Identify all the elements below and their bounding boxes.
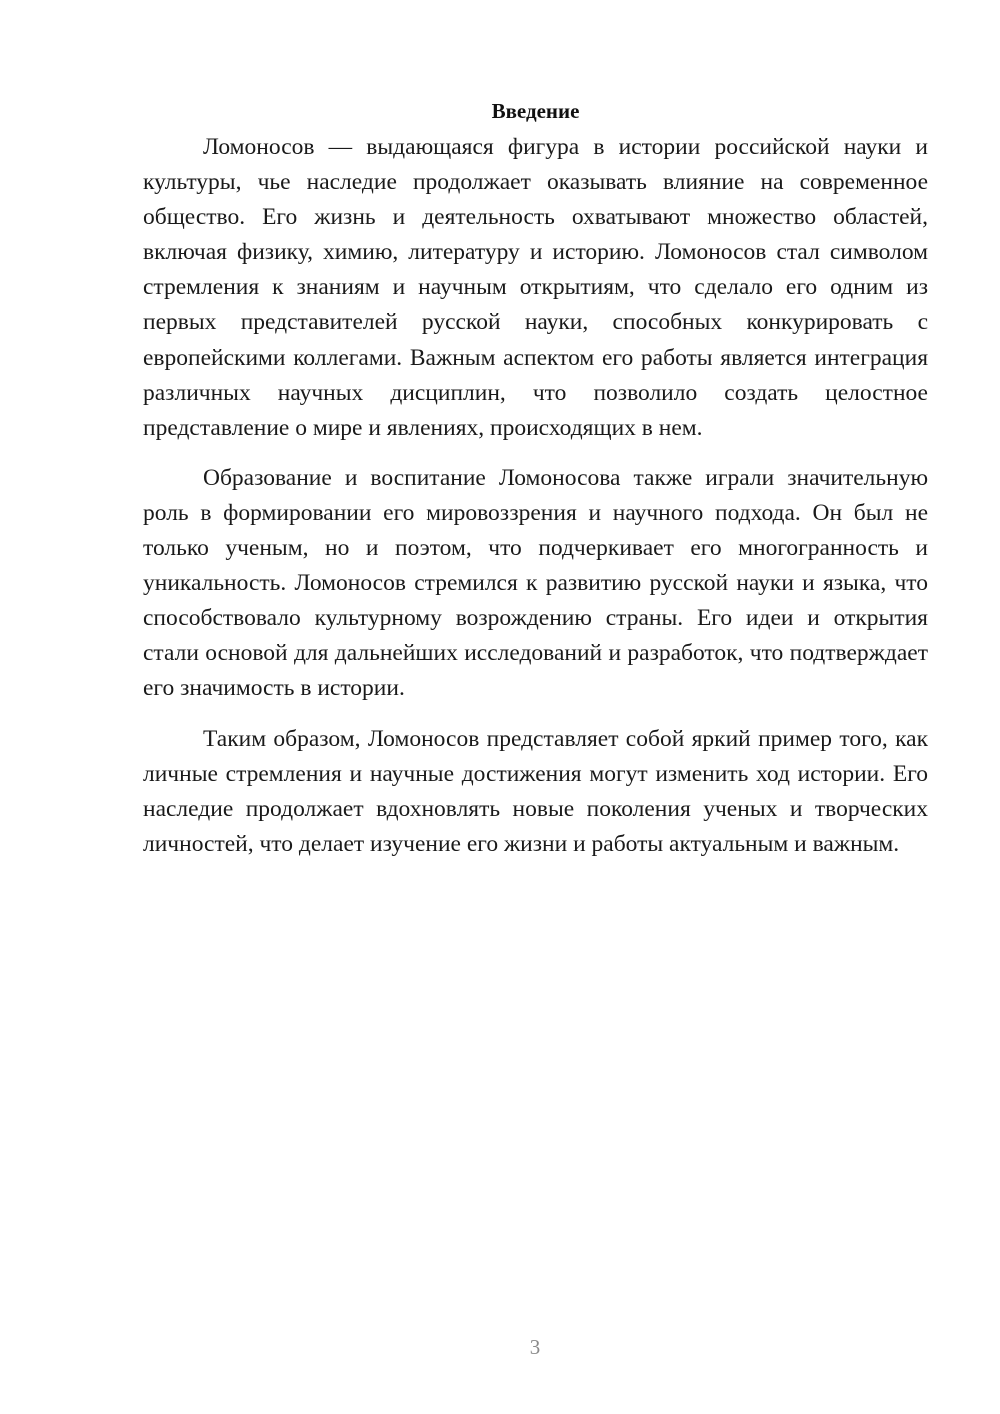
paragraph-3: Таким образом, Ломоносов представляет собой яркий пример того, как личные стремления и научные достижения могут изменить ход истории. Его наследие продолжает вдохновлять новые поколения ученых и творческих личностей, что делает изучение его жизни и работы актуальным и важным.: [143, 725, 928, 857]
paragraph-1: Ломоносов — выдающаяся фигура в истории российской науки и культуры, чье наследие продолжает оказывать влияние на современное общество. Его жизнь и деятельность охватывают множество областей, включая физику, химию, литературу и историю. Ломоносов стал символом стремления к знаниям и научным открытиям, что сделало его одним из первых представителей русской науки, способных конкурировать с европейскими коллегами. Важным аспектом его работы является интеграция различных научных дисциплин, что позволило создать целостное представление о мире и явлениях, происходящих в нем.: [143, 134, 928, 441]
page-content: [143, 96, 928, 877]
page-number: 3: [529, 1335, 541, 1359]
section-heading: Введение: [491, 99, 580, 123]
paragraph-2: Образование и воспитание Ломоносова также играли значительную роль в формировании его мировоззрения и научного подхода. Он был не только ученым, но и поэтом, что подчеркивает его многогранность и уникальность. Ломоносов стремился к развитию русской науки и языка, что способствовало культурному возрождению страны. Его идеи и открытия стали основой для дальнейших исследований и разработок, что подтверждает его значимость в истории.: [143, 464, 928, 702]
